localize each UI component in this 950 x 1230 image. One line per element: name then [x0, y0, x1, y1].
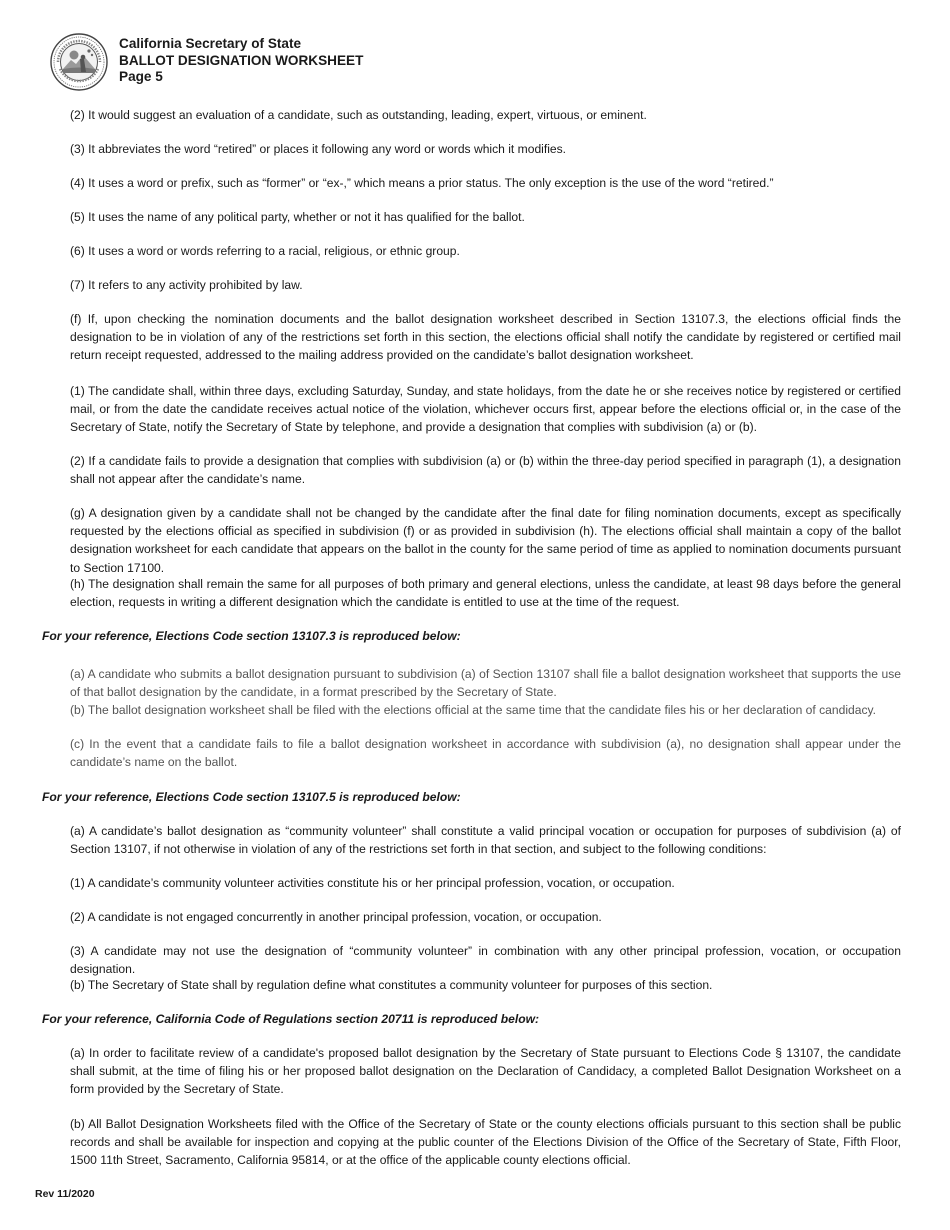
- paragraph: (3) A candidate may not use the designation of “community volunteer” in combination with any other principal profession, vocation, or occupation designation.: [70, 944, 901, 977]
- paragraph: (a) In order to facilitate review of a candidate's proposed ballot designation by the Secretary of State pursuant to Elections Code § 13107, the candidate shall submit, at the time of filing his or her proposed ballot designation on the Declaration of Candidacy, a completed Ballot Designation Worksheet on a form provided by the Secretary of State.: [70, 1046, 901, 1097]
- paragraph: (5) It uses the name of any political party, whether or not it has qualified for the ballot.: [70, 210, 525, 224]
- paragraph: (b) The ballot designation worksheet shall be filed with the elections official at the same time that the candidate files his or her declaration of candidacy.: [70, 703, 877, 717]
- paragraph: (2) If a candidate fails to provide a designation that complies with subdivision (a) or (b) within the three-day period specified in paragraph (1), a designation shall not appear after the candidate’s name.: [70, 454, 901, 487]
- paragraph: (a) A candidate who submits a ballot designation pursuant to subdivision (a) of Section 13107 shall file a ballot designation worksheet that supports the use of that ballot designation by the candidate, in a format prescribed by the Secretary of State.: [70, 667, 901, 700]
- page-header: [50, 33, 650, 93]
- paragraph: (a) A candidate’s ballot designation as “community volunteer” shall constitute a valid principal vocation or occupation for purposes of subdivision (a) of Section 13107, if not otherwise in violation of any of the restrictions set forth in that section, and subject to the following conditions:: [70, 824, 901, 857]
- section-heading: For your reference, California Code of Regulations section 20711 is reproduced below:: [42, 1012, 540, 1026]
- paragraph: (7) It refers to any activity prohibited by law.: [70, 278, 303, 292]
- paragraph: (g) A designation given by a candidate shall not be changed by the candidate after the final date for filing nomination documents, except as specifically requested by the elections official as specified in subdivision (f) or as provided in subdivision (h). The elections official shall maintain a copy of the ballot designation worksheet for each candidate that appears on the ballot in the county for the same period of time as applied to nomination documents pursuant to Section 17100.: [70, 506, 901, 575]
- paragraph: (h) The designation shall remain the same for all purposes of both primary and general elections, unless the candidate, at least 98 days before the general election, requests in writing a different designation which the candidate is entitled to use at the time of the request.: [70, 577, 901, 610]
- paragraph: (2) It would suggest an evaluation of a candidate, such as outstanding, leading, expert, virtuous, or eminent.: [70, 108, 647, 122]
- state-seal-icon: [50, 33, 108, 91]
- document-title: BALLOT DESIGNATION WORKSHEET: [119, 52, 364, 68]
- revision-label: Rev 11/2020: [35, 1188, 95, 1200]
- paragraph: (2) A candidate is not engaged concurrently in another principal profession, vocation, or occupation.: [70, 910, 602, 924]
- page-number: Page 5: [119, 69, 163, 84]
- paragraph: (f) If, upon checking the nomination documents and the ballot designation worksheet described in Section 13107.3, the elections official finds the designation to be in violation of any of the restrictions set forth in this section, the elections official shall notify the candidate by registered or certified mail return receipt requested, addressed to the mailing address provided on the candidate’s ballot designation worksheet.: [70, 312, 901, 363]
- header-text-block: [119, 36, 363, 86]
- paragraph: (3) It abbreviates the word “retired” or places it following any word or words which it modifies.: [70, 142, 567, 156]
- paragraph: (1) The candidate shall, within three days, excluding Saturday, Sunday, and state holidays, from the date he or she receives notice by registered or certified mail, or from the date the candidate receives actual notice of the violation, whichever occurs first, appear before the elections official or, in the case of the Secretary of State, notify the Secretary of State by telephone, and provide a designation that complies with subdivision (a) or (b).: [70, 384, 901, 435]
- org-name: California Secretary of State: [119, 36, 302, 51]
- paragraph: (b) All Ballot Designation Worksheets filed with the Office of the Secretary of State or the county elections officials pursuant to this section shall be public records and shall be available for inspection and copying at the public counter of the Elections Division of the Office of the Secretary of State, Fifth Floor, 1500 11th Street, Sacramento, California 95814, or at the office of the applicable county elections official.: [70, 1117, 901, 1168]
- paragraph: (4) It uses a word or prefix, such as “former” or “ex-,” which means a prior status. The only exception is the use of the word “retired.”: [70, 176, 774, 190]
- section-heading: For your reference, Elections Code section 13107.3 is reproduced below:: [42, 629, 461, 643]
- paragraph: (6) It uses a word or words referring to a racial, religious, or ethnic group.: [70, 244, 460, 258]
- section-heading: For your reference, Elections Code section 13107.5 is reproduced below:: [42, 790, 461, 804]
- paragraph: (b) The Secretary of State shall by regulation define what constitutes a community volunteer for purposes of this section.: [70, 978, 713, 992]
- paragraph: (c) In the event that a candidate fails to file a ballot designation worksheet in accordance with subdivision (a), no designation shall appear under the candidate’s name on the ballot.: [70, 737, 901, 770]
- paragraph: (1) A candidate’s community volunteer activities constitute his or her principal profession, vocation, or occupation.: [70, 876, 675, 890]
